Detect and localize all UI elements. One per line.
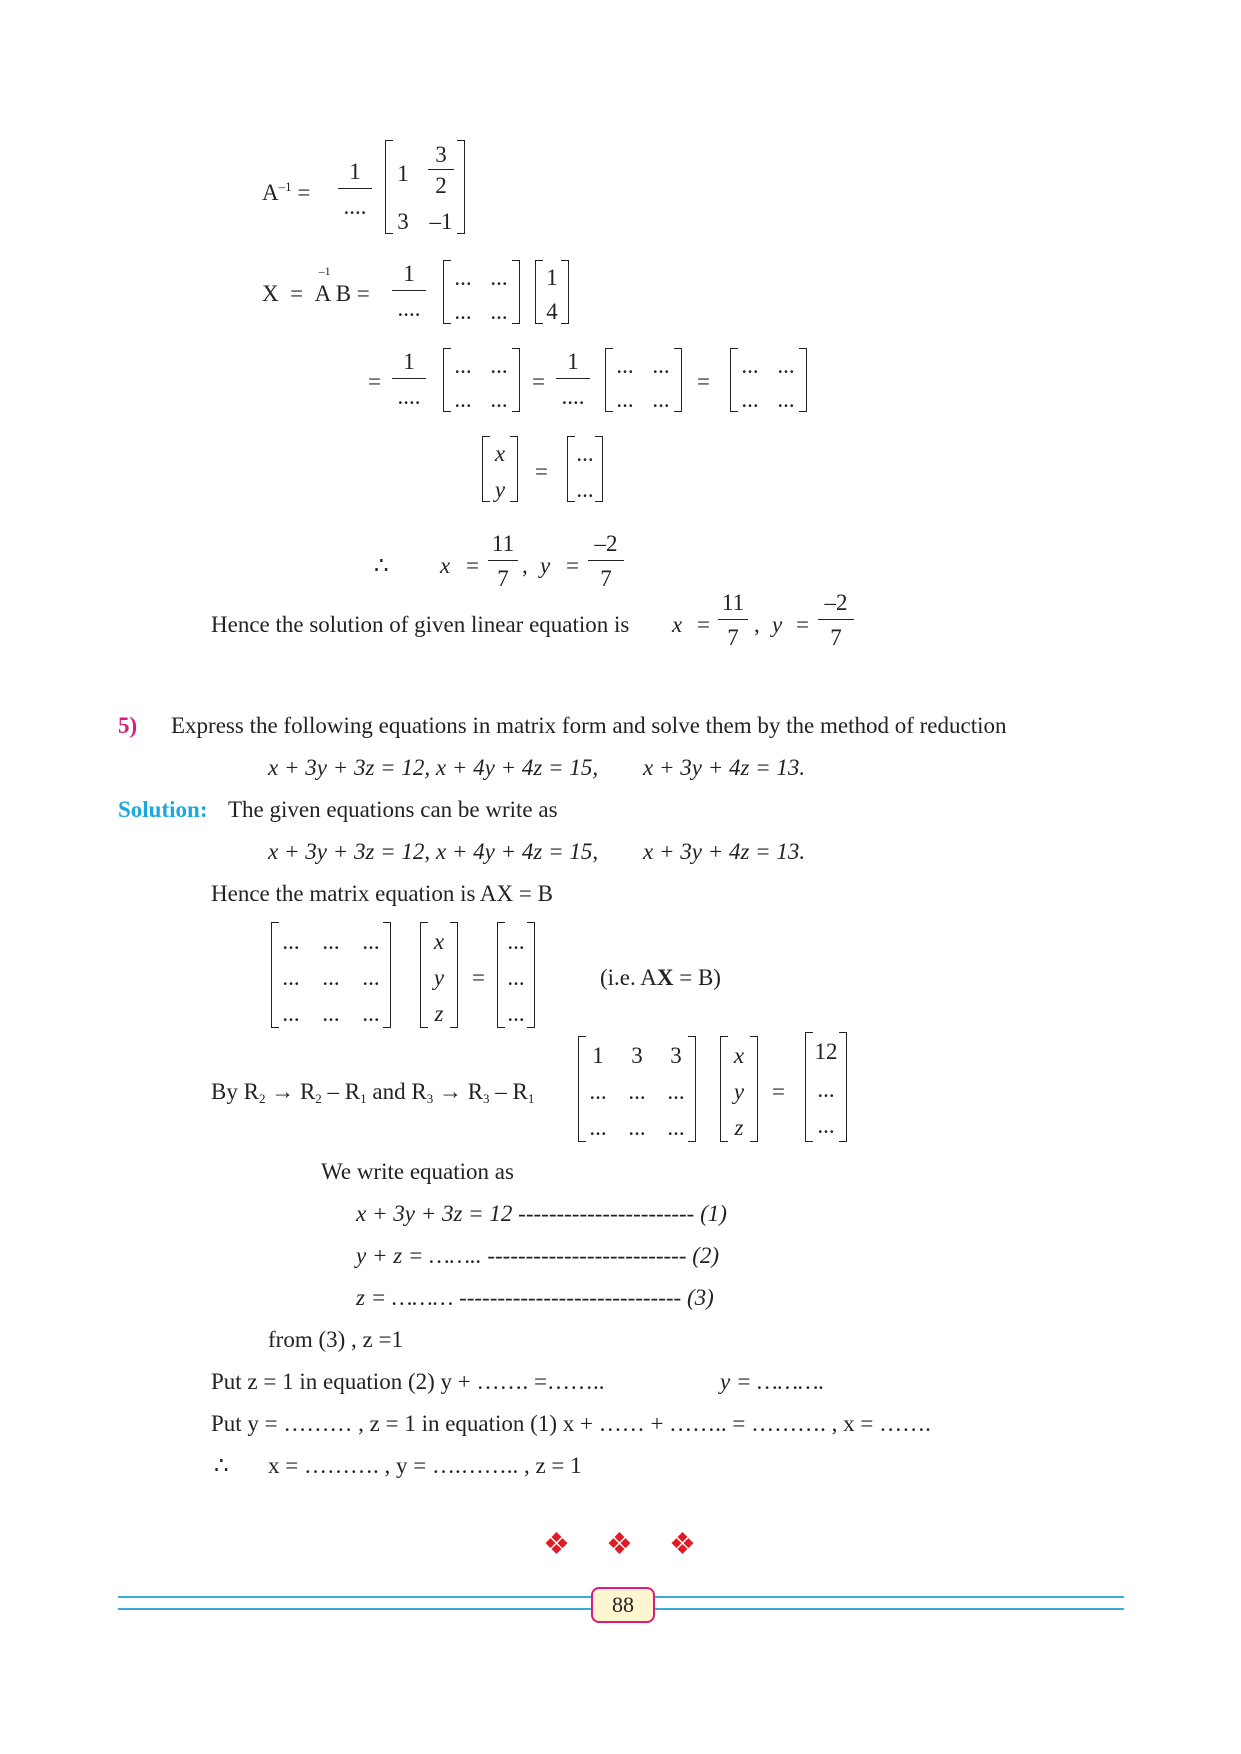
step-matrix1 xyxy=(443,348,520,412)
t1-eq1: = xyxy=(466,553,479,578)
step-frac2 xyxy=(556,350,590,408)
rowop-s3b: 3 xyxy=(483,1091,490,1106)
xab-b: B xyxy=(335,281,352,306)
rowop-m13: 3 xyxy=(670,1043,682,1068)
write-eq1: x + 3y + 3z = 12 ----------------------- (1) xyxy=(356,1201,727,1226)
ainv-frac-num: 1 xyxy=(349,159,361,184)
xy-result xyxy=(567,436,603,502)
rowop-r2: R xyxy=(299,1079,316,1104)
page-number: 88 xyxy=(591,1587,655,1623)
write-intro: We write equation as xyxy=(321,1159,514,1184)
step-m1-12: ... xyxy=(490,353,508,378)
xab-frac-num: 1 xyxy=(403,261,415,286)
ainv-sup: –1 xyxy=(278,179,292,194)
xy-r2: ... xyxy=(576,477,594,502)
sol-a-21: ... xyxy=(282,965,300,990)
step-m2-22: ... xyxy=(652,387,670,412)
ornament-icon-2: ❖ xyxy=(606,1528,633,1561)
write-from3: from (3) , z =1 xyxy=(268,1327,403,1352)
ornament-icon-3: ❖ xyxy=(669,1528,696,1561)
rowop-s2b: 2 xyxy=(315,1091,322,1106)
xy-x: x xyxy=(494,441,506,466)
rowop-m12: 3 xyxy=(631,1043,643,1068)
rowop-matrix xyxy=(578,1036,696,1142)
sol-vector-b xyxy=(497,922,535,1028)
step-m2-12: ... xyxy=(652,353,670,378)
rowop-s1a: 1 xyxy=(360,1091,367,1106)
rowop-eq: = xyxy=(772,1079,785,1104)
t1-comma: , xyxy=(522,553,528,578)
rowop-minus1: – R xyxy=(327,1079,361,1104)
step-frac1-den: .... xyxy=(397,384,421,410)
rowop-vector-b xyxy=(805,1032,847,1142)
ie-x: X xyxy=(656,965,674,990)
xab-m21: ... xyxy=(454,299,472,324)
t1-y: y xyxy=(540,553,551,578)
question-eq-a: x + 3y + 3z = 12, x + 4y + 4z = 15, xyxy=(268,755,599,780)
ainv-matrix xyxy=(385,140,465,234)
t1-y-den: 7 xyxy=(600,566,612,592)
rowop-b1: 12 xyxy=(814,1039,838,1064)
sol-a-12: ... xyxy=(322,929,340,954)
step-m3-22: ... xyxy=(777,387,795,412)
rowop-and: and R xyxy=(372,1079,427,1104)
sol-eq: = xyxy=(472,965,485,990)
ainv-label: A xyxy=(262,180,279,205)
row-op-text xyxy=(211,1080,534,1105)
ie-pre: (i.e. A xyxy=(600,965,657,990)
sol-vector-x xyxy=(420,922,458,1028)
hence-y-den: 7 xyxy=(830,625,842,651)
rowop-vz: z xyxy=(734,1115,744,1140)
question-text: Express the following equations in matrix form and solve them by the method of reduction xyxy=(171,713,1007,738)
solution-eq-a: x + 3y + 3z = 12, x + 4y + 4z = 15, xyxy=(268,839,599,864)
solution-label: Solution: xyxy=(118,797,208,822)
step-matrix2 xyxy=(605,348,682,412)
step-eq3: = xyxy=(697,369,710,394)
step-m2-21: ... xyxy=(616,387,634,412)
xy-vector xyxy=(482,436,518,502)
t1-eq2: = xyxy=(566,553,579,578)
sol-a-31: ... xyxy=(282,1001,300,1026)
xy-eq: = xyxy=(535,459,548,484)
hence-x: x xyxy=(672,612,683,637)
sol-a-32: ... xyxy=(322,1001,340,1026)
step-matrix3 xyxy=(730,348,807,412)
sol-b2: ... xyxy=(507,965,525,990)
write-y-result: y = ………. xyxy=(720,1369,825,1394)
hence-y-num: –2 xyxy=(824,590,848,615)
t1-x: x xyxy=(440,553,451,578)
ainv-eq: = xyxy=(297,180,311,205)
xab-lhs xyxy=(262,264,370,306)
hence-x-den: 7 xyxy=(727,625,739,651)
ainv-m21: 3 xyxy=(397,209,409,234)
write-put-z: Put z = 1 in equation (2) y + ……. =…….. xyxy=(211,1369,605,1394)
ainv-lhs xyxy=(262,180,310,204)
rowop-b3: ... xyxy=(817,1113,835,1138)
xy-r1: ... xyxy=(576,441,594,466)
sol-vx: x xyxy=(433,929,445,954)
step-frac2-num: 1 xyxy=(567,349,579,374)
rowop-m33: ... xyxy=(667,1115,685,1140)
t1-y-frac xyxy=(588,532,624,590)
rowop-s3a: 3 xyxy=(426,1091,434,1106)
step-eq2: = xyxy=(532,369,545,394)
ainv-frac-den: .... xyxy=(343,194,367,220)
step-frac2-den: .... xyxy=(561,384,585,410)
rowop-m31: ... xyxy=(589,1115,607,1140)
xab-m11: ... xyxy=(454,265,472,290)
rowop-m32: ... xyxy=(628,1115,646,1140)
rowop-arrow1: → xyxy=(271,1079,295,1104)
hence-y: y xyxy=(772,612,783,637)
sol-vy: y xyxy=(433,965,445,990)
xab-b-vector xyxy=(535,260,569,324)
step-m1-22: ... xyxy=(490,387,508,412)
sol-a-11: ... xyxy=(282,929,300,954)
xab-frac-den: .... xyxy=(397,296,421,322)
rowop-vy: y xyxy=(733,1079,745,1104)
ie-post: = B) xyxy=(673,965,721,990)
rowop-minus2: – R xyxy=(495,1079,528,1104)
rowop-s1b: 1 xyxy=(527,1091,535,1106)
solution-eq-b: x + 3y + 4z = 13. xyxy=(643,839,806,864)
rowop-m21: ... xyxy=(589,1079,607,1104)
xab-a: A xyxy=(314,281,330,306)
hence-y-frac xyxy=(818,591,854,649)
step-m1-11: ... xyxy=(454,353,472,378)
rowop-vector-x xyxy=(720,1036,758,1142)
ainv-m12 xyxy=(428,143,454,197)
solution-text: The given equations can be write as xyxy=(228,797,558,822)
xab-eq1: = xyxy=(290,281,304,306)
matrix-eq-text: Hence the matrix equation is AX = B xyxy=(211,881,553,906)
write-put-y: Put y = ……… , z = 1 in equation (1) x + …… + …….. = ………. , x = ……. xyxy=(211,1411,931,1436)
ainv-m22: –1 xyxy=(429,209,453,234)
write-eq3: z = ……… ----------------------------- (3) xyxy=(356,1285,714,1310)
hence-eq2: = xyxy=(796,612,809,637)
step-frac1 xyxy=(392,350,426,408)
sol-a-13: ... xyxy=(362,929,380,954)
ainv-m11: 1 xyxy=(397,161,409,186)
rowop-vx: x xyxy=(733,1043,745,1068)
sol-a-22: ... xyxy=(322,965,340,990)
xab-m22: ... xyxy=(490,299,508,324)
hence-x-num: 11 xyxy=(721,590,745,615)
rowop-by: By R xyxy=(211,1079,259,1104)
write-eq2: y + z = …….. -------------------------- (2) xyxy=(356,1243,720,1268)
step-m2-11: ... xyxy=(616,353,634,378)
sol-matrix-a xyxy=(271,922,391,1028)
question-eq-b: x + 3y + 4z = 13. xyxy=(643,755,806,780)
xab-m12: ... xyxy=(490,265,508,290)
t1-y-num: –2 xyxy=(594,531,618,556)
xab-x: X xyxy=(262,281,279,306)
sol-vz: z xyxy=(434,1001,444,1026)
rowop-arrow2: → xyxy=(438,1079,462,1104)
write-final: x = ………. , y = ….…….. , z = 1 xyxy=(268,1453,582,1478)
step-m3-11: ... xyxy=(741,353,759,378)
therefore-icon: ∴ xyxy=(374,553,389,578)
xab-b2: 4 xyxy=(546,299,558,324)
xab-frac xyxy=(392,262,426,320)
xab-sup: –1 xyxy=(318,264,331,278)
xab-b1: 1 xyxy=(546,265,558,290)
rowop-m11: 1 xyxy=(592,1043,604,1068)
rowop-m22: ... xyxy=(628,1079,646,1104)
t1-x-frac xyxy=(488,532,518,590)
rowop-r3: R xyxy=(467,1079,484,1104)
ie-note xyxy=(600,966,721,989)
sol-a-33: ... xyxy=(362,1001,380,1026)
sol-a-23: ... xyxy=(362,965,380,990)
rowop-m23: ... xyxy=(667,1079,685,1104)
question-number: 5) xyxy=(118,713,138,738)
hence-text: Hence the solution of given linear equation is xyxy=(211,612,630,637)
hence-eq1: = xyxy=(697,612,710,637)
step-eq1: = xyxy=(368,369,381,394)
step-m3-12: ... xyxy=(777,353,795,378)
t1-x-num: 11 xyxy=(491,531,515,556)
ainv-m12-num: 3 xyxy=(435,142,447,167)
ornament-icon-1: ❖ xyxy=(543,1528,570,1561)
hence-x-frac xyxy=(718,591,748,649)
step-m1-21: ... xyxy=(454,387,472,412)
sol-b3: ... xyxy=(507,1001,525,1026)
step-m3-21: ... xyxy=(741,387,759,412)
ainv-frac xyxy=(338,160,372,218)
ainv-m12-den: 2 xyxy=(435,173,447,199)
step-frac1-num: 1 xyxy=(403,349,415,374)
t1-x-den: 7 xyxy=(497,566,509,592)
sol-b1: ... xyxy=(507,929,525,954)
rowop-b2: ... xyxy=(817,1077,835,1102)
xy-y: y xyxy=(494,477,506,502)
xab-matrix xyxy=(443,260,520,324)
hence-comma: , xyxy=(754,612,760,637)
rowop-s2a: 2 xyxy=(258,1091,266,1106)
xab-eq2: = xyxy=(356,281,370,306)
final-therefore-icon: ∴ xyxy=(214,1453,229,1478)
